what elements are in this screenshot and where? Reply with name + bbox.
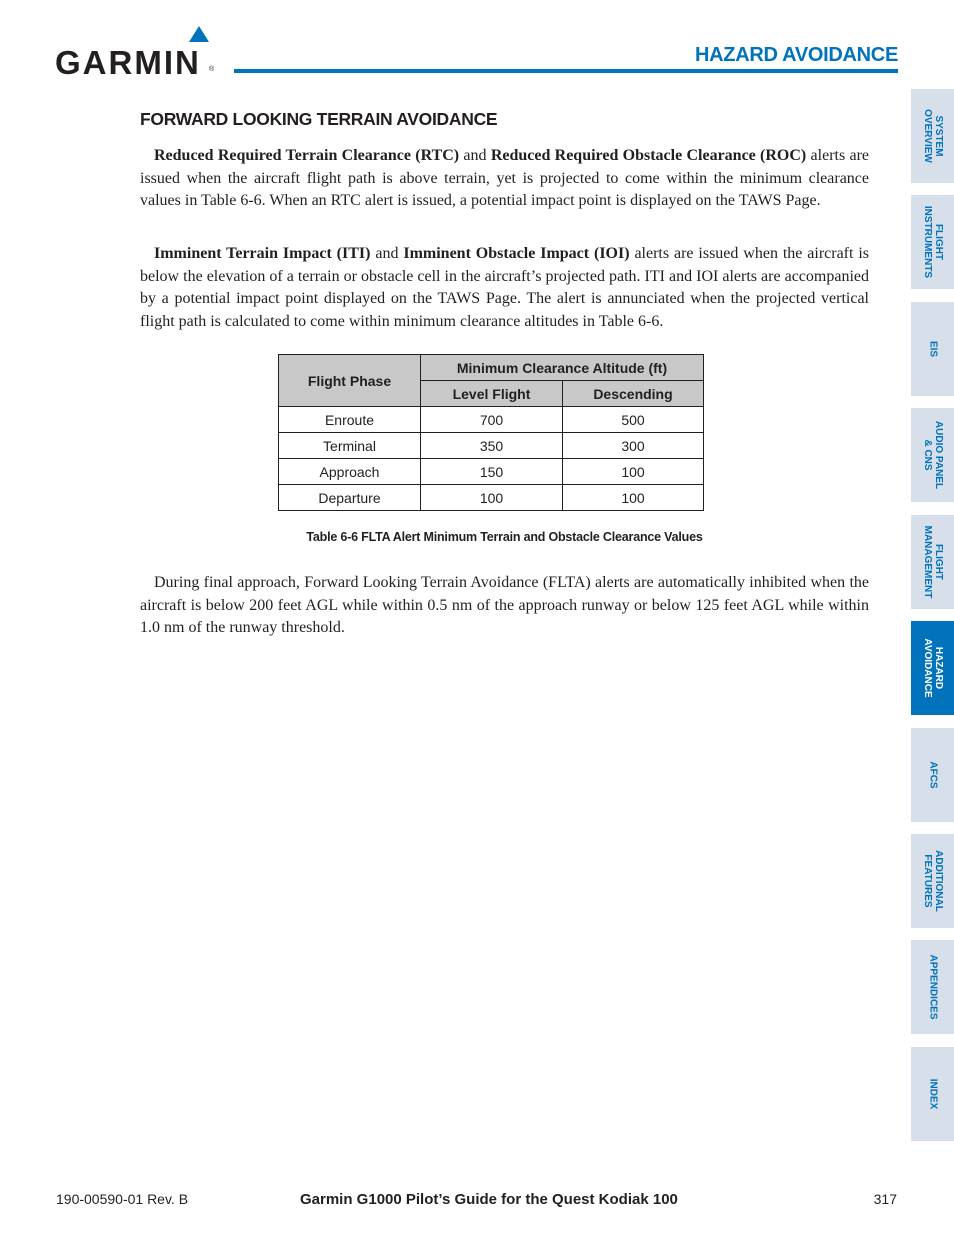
- garmin-logo: [55, 26, 225, 81]
- doc-number: 190-00590-01 Rev. B: [56, 1191, 189, 1207]
- table-row: [279, 433, 704, 459]
- tab-additional-features[interactable]: [911, 834, 954, 928]
- page-number: 317: [873, 1191, 897, 1207]
- cell-level: 150: [421, 459, 563, 485]
- table-row: [279, 459, 704, 485]
- tab-label: SYSTEM OVERVIEW: [921, 109, 944, 163]
- garmin-triangle-icon: [189, 26, 209, 42]
- paragraph-text: alerts are issued when the aircraft flight path is above terrain, yet is projected to come within the minimum clearance values in Table 6-6. When an RTC alert is issued, a potential impact point is displayed on the TAWS Page.: [140, 147, 870, 209]
- tab-label: AFCS: [927, 761, 938, 789]
- tab-label: EIS: [927, 340, 938, 358]
- tab-label: HAZARD AVOIDANCE: [921, 638, 944, 698]
- paragraph-iti-ioi: [140, 243, 869, 333]
- registered-mark: ®: [209, 66, 215, 73]
- cell-phase: Terminal: [279, 433, 421, 459]
- table-row: [279, 485, 704, 511]
- tab-appendices[interactable]: [911, 940, 954, 1034]
- cell-descending: 100: [563, 485, 704, 511]
- tab-index[interactable]: [911, 1047, 954, 1141]
- cell-level: 100: [421, 485, 563, 511]
- tab-hazard-avoidance[interactable]: [911, 621, 954, 715]
- cell-phase: Departure: [279, 485, 421, 511]
- tab-label: AUDIO PANEL & CNS: [921, 420, 944, 490]
- tab-afcs[interactable]: [911, 728, 954, 822]
- doc-title: Garmin G1000 Pilot’s Guide for the Quest Kodiak 100: [300, 1191, 678, 1208]
- tab-flight-instruments[interactable]: [911, 195, 954, 289]
- cell-phase: Enroute: [279, 407, 421, 433]
- cell-level: 700: [421, 407, 563, 433]
- clearance-table: [278, 354, 704, 511]
- tab-audio-panel-cns[interactable]: [911, 408, 954, 502]
- tab-label: INDEX: [927, 1078, 938, 1110]
- tab-flight-management[interactable]: [911, 515, 954, 609]
- table-row: [279, 407, 704, 433]
- tab-label: FLIGHT MANAGEMENT: [921, 525, 944, 599]
- tab-label: APPENDICES: [927, 954, 938, 1020]
- cell-level: 350: [421, 433, 563, 459]
- header-level-flight: Level Flight: [421, 381, 563, 407]
- paragraph-text: alerts are issued when the aircraft is below the elevation of a terrain or obstacle cell in the aircraft’s projected path. ITI and IOI alerts are accompanied by a potential impact point displayed on the TAWS Page. The alert is annunciated when the projected vertical flight path is calculated to come within minimum clearance altitudes in Table 6-6.: [140, 245, 870, 330]
- section-title: HAZARD AVOIDANCE: [695, 44, 898, 66]
- conjunction: and: [463, 147, 487, 164]
- brand-wordmark: GARMIN: [55, 44, 201, 81]
- header-flight-phase: Flight Phase: [279, 355, 421, 407]
- term-roc: Reduced Required Obstacle Clearance (ROC): [490, 147, 807, 164]
- cell-phase: Approach: [279, 459, 421, 485]
- cell-descending: 100: [563, 459, 704, 485]
- table-body: [279, 407, 704, 511]
- cell-descending: 300: [563, 433, 704, 459]
- term-iti: Imminent Terrain Impact (ITI): [154, 245, 371, 262]
- tab-label: FLIGHT INSTRUMENTS: [921, 205, 944, 279]
- tab-label: ADDITIONAL FEATURES: [921, 850, 944, 912]
- paragraph-rtc-roc: [140, 145, 869, 213]
- term-ioi: Imminent Obstacle Impact (IOI): [403, 245, 630, 262]
- page-heading: FORWARD LOOKING TERRAIN AVOIDANCE: [140, 109, 498, 129]
- header-rule: [234, 69, 898, 73]
- cell-descending: 500: [563, 407, 704, 433]
- tab-eis[interactable]: [911, 302, 954, 396]
- header-descending: Descending: [563, 381, 704, 407]
- conjunction: and: [375, 245, 399, 262]
- table-caption: Table 6-6 FLTA Alert Minimum Terrain and Obstacle Clearance Values: [306, 530, 703, 544]
- tab-system-overview[interactable]: [911, 89, 954, 183]
- term-rtc: Reduced Required Terrain Clearance (RTC): [154, 147, 460, 164]
- header-min-clearance: Minimum Clearance Altitude (ft): [421, 355, 704, 381]
- paragraph-flta-inhibit: During final approach, Forward Looking Terrain Avoidance (FLTA) alerts are automatically inhibited when the aircraft is below 200 feet AGL while within 0.5 nm of the approach runway or below 125 feet AGL while within 1.0 nm of the runway threshold.: [140, 574, 869, 636]
